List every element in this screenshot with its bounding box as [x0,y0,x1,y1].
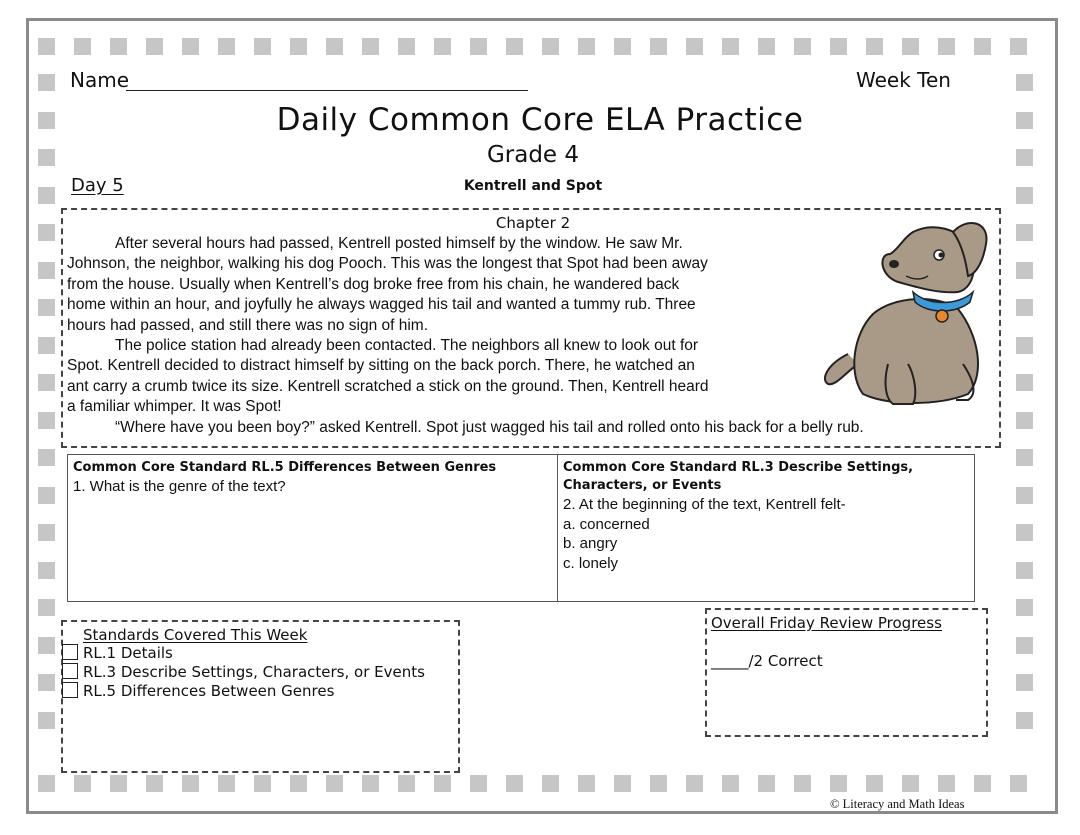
story-line: Spot. Kentrell decided to distract himself by sitting on the back porch. There, he watched an [67,357,695,375]
collar-tag [936,310,948,322]
border-square [38,674,55,691]
border-square [434,775,451,792]
dog-nose [889,260,899,268]
border-square [830,775,847,792]
grade-label: Grade 4 [486,142,580,168]
standard-item [62,663,425,681]
border-square [506,38,523,55]
standards-title: Standards Covered This Week [83,626,308,644]
border-square [578,775,595,792]
border-square [110,775,127,792]
border-square [1016,449,1033,466]
border-square [758,38,775,55]
border-square [938,38,955,55]
border-square [38,487,55,504]
standard-checkbox[interactable] [62,682,78,698]
week-label: Week Ten [856,68,951,92]
border-square [38,412,55,429]
border-square [650,38,667,55]
question-1 [73,459,553,497]
story-line: hours had passed, and still there was no sign of him. [67,316,429,334]
story-line: ant carry a crumb twice its size. Kentrell scratched a stick on the ground. Then, Kentrell heard [67,377,709,395]
border-square [470,775,487,792]
border-square [38,712,55,729]
border-square [182,38,199,55]
chapter-heading: Chapter 2 [495,214,571,232]
story-line: a familiar whimper. It was Spot! [67,398,282,416]
border-square [38,524,55,541]
border-square [290,38,307,55]
border-square [326,38,343,55]
dog-illustration [818,214,990,412]
standard-label: RL.3 Describe Settings, Characters, or Events [83,663,425,681]
story-title: Kentrell and Spot [463,178,603,194]
border-square [902,38,919,55]
story-line: “Where have you been boy?” asked Kentrell. Spot just wagged his tail and rolled onto his back for a belly rub. [115,418,864,436]
border-square [434,38,451,55]
border-square [542,38,559,55]
standard-label: RL.5 Differences Between Genres [83,682,335,700]
q2-option-a[interactable]: a. concerned [563,515,650,533]
border-square [686,38,703,55]
border-square [74,775,91,792]
questions-divider [557,454,558,602]
q1-standard: Common Core Standard RL.5 Differences Between Genres [73,460,497,475]
page-title: Daily Common Core ELA Practice [276,102,804,138]
border-square [38,637,55,654]
story-line: The police station had already been contacted. The neighbors all knew to look out for [115,337,699,355]
border-square [38,337,55,354]
border-square [290,775,307,792]
border-square [866,775,883,792]
border-square [758,775,775,792]
border-square [1016,487,1033,504]
border-square [974,38,991,55]
border-square [146,775,163,792]
q2-option-c[interactable]: c. lonely [563,554,619,572]
border-square [398,775,415,792]
border-square [542,775,559,792]
border-square [1016,412,1033,429]
border-square [326,775,343,792]
day-label: Day 5 [71,175,124,196]
border-square [902,775,919,792]
border-square [38,74,55,91]
border-square [830,38,847,55]
border-square [1016,74,1033,91]
border-square [182,775,199,792]
border-square [1016,674,1033,691]
standard-checkbox[interactable] [62,663,78,679]
border-square [1016,337,1033,354]
name-line[interactable] [126,90,528,91]
border-square [1016,637,1033,654]
border-square [1016,562,1033,579]
border-square [398,38,415,55]
q1-text: 1. What is the genre of the text? [73,478,286,495]
border-square [1016,599,1033,616]
border-square [1016,524,1033,541]
border-square [1016,374,1033,391]
standard-item [62,682,334,700]
border-square [74,38,91,55]
border-square [578,38,595,55]
progress-score[interactable]: _____/2 Correct [711,652,823,670]
copyright: © Literacy and Math Ideas [830,797,965,811]
story-line: Johnson, the neighbor, walking his dog Pooch. This was the longest that Spot had been away [67,255,708,273]
border-square [470,38,487,55]
border-square [254,38,271,55]
border-square [1016,712,1033,729]
border-square [38,562,55,579]
border-square [146,38,163,55]
border-square [974,775,991,792]
border-square [614,38,631,55]
border-square [722,775,739,792]
border-square [686,775,703,792]
border-square [218,38,235,55]
border-square [938,775,955,792]
q2-standard: Common Core Standard RL.3 Describe Settings, Characters, or Events [563,460,914,493]
border-square [38,262,55,279]
border-square [794,775,811,792]
q2-option-b[interactable]: b. angry [563,535,618,552]
question-2 [563,459,968,573]
q2-text: 2. At the beginning of the text, Kentrell felt- [563,496,846,513]
border-square [650,775,667,792]
standard-checkbox[interactable] [62,644,78,660]
border-square [506,775,523,792]
border-square [614,775,631,792]
border-square [218,775,235,792]
border-square [38,775,55,792]
border-square [866,38,883,55]
border-square [38,599,55,616]
border-square [794,38,811,55]
border-square [254,775,271,792]
standard-label: RL.1 Details [83,644,173,662]
name-label: Name [70,68,130,92]
border-square [1010,775,1027,792]
border-square [362,775,379,792]
border-square [1016,262,1033,279]
border-square [722,38,739,55]
border-square [38,374,55,391]
progress-title: Overall Friday Review Progress [711,614,942,632]
border-square [1010,38,1027,55]
border-square [110,38,127,55]
story-line: After several hours had passed, Kentrell posted himself by the window. He saw Mr. [115,235,683,252]
border-square [38,299,55,316]
border-square [1016,299,1033,316]
border-square [38,38,55,55]
standard-item [62,644,173,662]
story-line: from the house. Usually when Kentrell’s dog broke free from his chain, he wandered back [67,275,680,293]
border-square [38,449,55,466]
border-square [362,38,379,55]
story-line: home within an hour, and joyfully he always wagged his tail and wanted a tummy rub. Three [67,296,696,314]
